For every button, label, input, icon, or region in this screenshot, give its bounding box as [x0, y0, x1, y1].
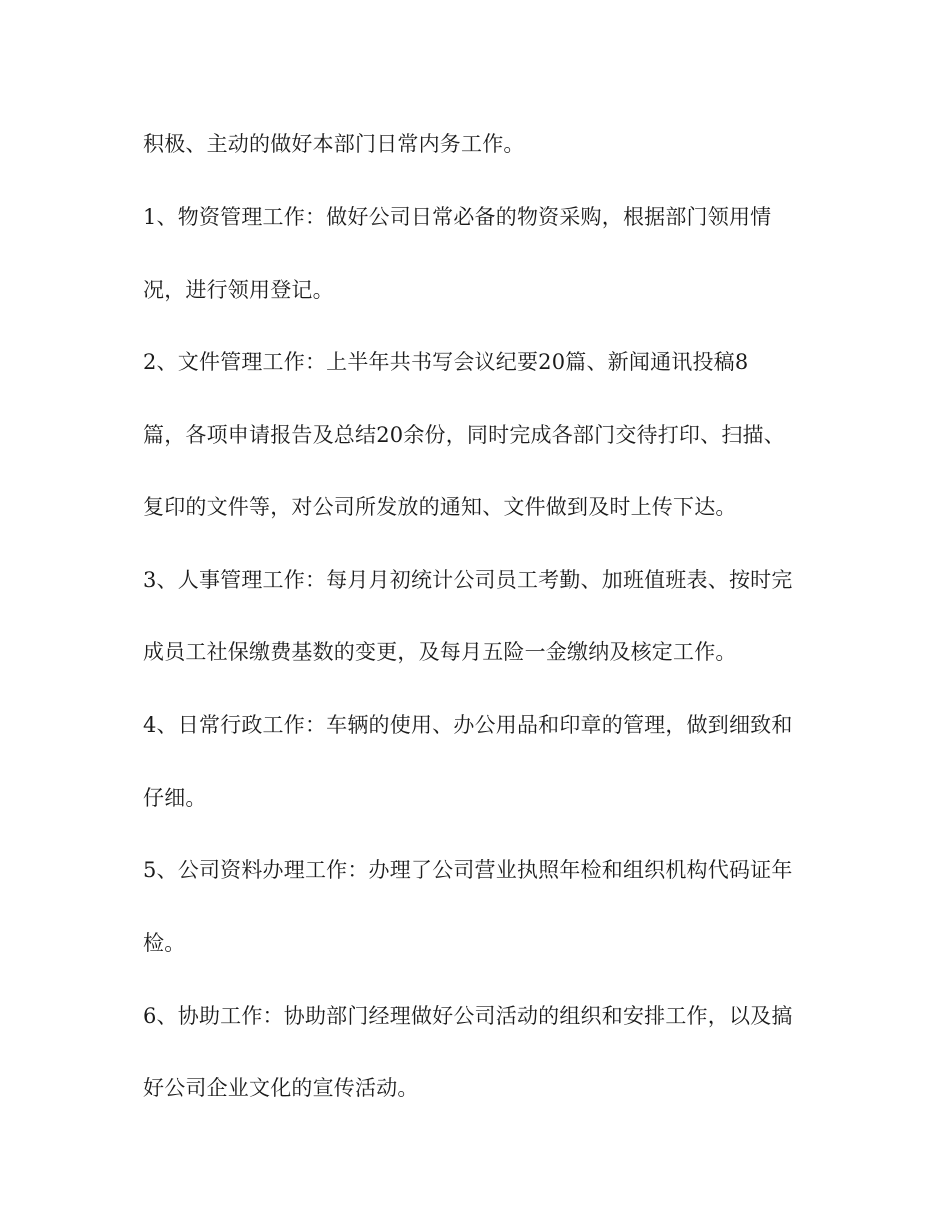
- text-line: 1、物资管理工作：做好公司日常必备的物资采购，根据部门领用情: [143, 205, 772, 229]
- text-line: 况，进行领用登记。: [143, 278, 334, 302]
- text-line: 复印的文件等，对公司所发放的通知、文件做到及时上传下达。: [143, 495, 737, 519]
- text-line: 6、协助工作：协助部门经理做好公司活动的组织和安排工作，以及搞: [143, 1004, 793, 1028]
- text-line: 仔细。: [143, 786, 207, 810]
- text-line: 成员工社保缴费基数的变更，及每月五险一金缴纳及核定工作。: [143, 640, 737, 664]
- text-line: 检。: [143, 931, 186, 955]
- text-line: 篇，各项申请报告及总结20余份，同时完成各部门交待打印、扫描、: [143, 423, 785, 447]
- text-line: 积极、主动的做好本部门日常内务工作。: [143, 132, 525, 156]
- text-line: 3、人事管理工作：每月月初统计公司员工考勤、加班值班表、按时完: [143, 568, 793, 592]
- text-line: 5、公司资料办理工作：办理了公司营业执照年检和组织机构代码证年: [143, 858, 793, 882]
- text-line: 4、日常行政工作：车辆的使用、办公用品和印章的管理，做到细致和: [143, 713, 793, 737]
- text-line: 好公司企业文化的宣传活动。: [143, 1076, 419, 1100]
- text-line: 2、文件管理工作：上半年共书写会议纪要20篇、新闻通讯投稿8: [143, 350, 749, 374]
